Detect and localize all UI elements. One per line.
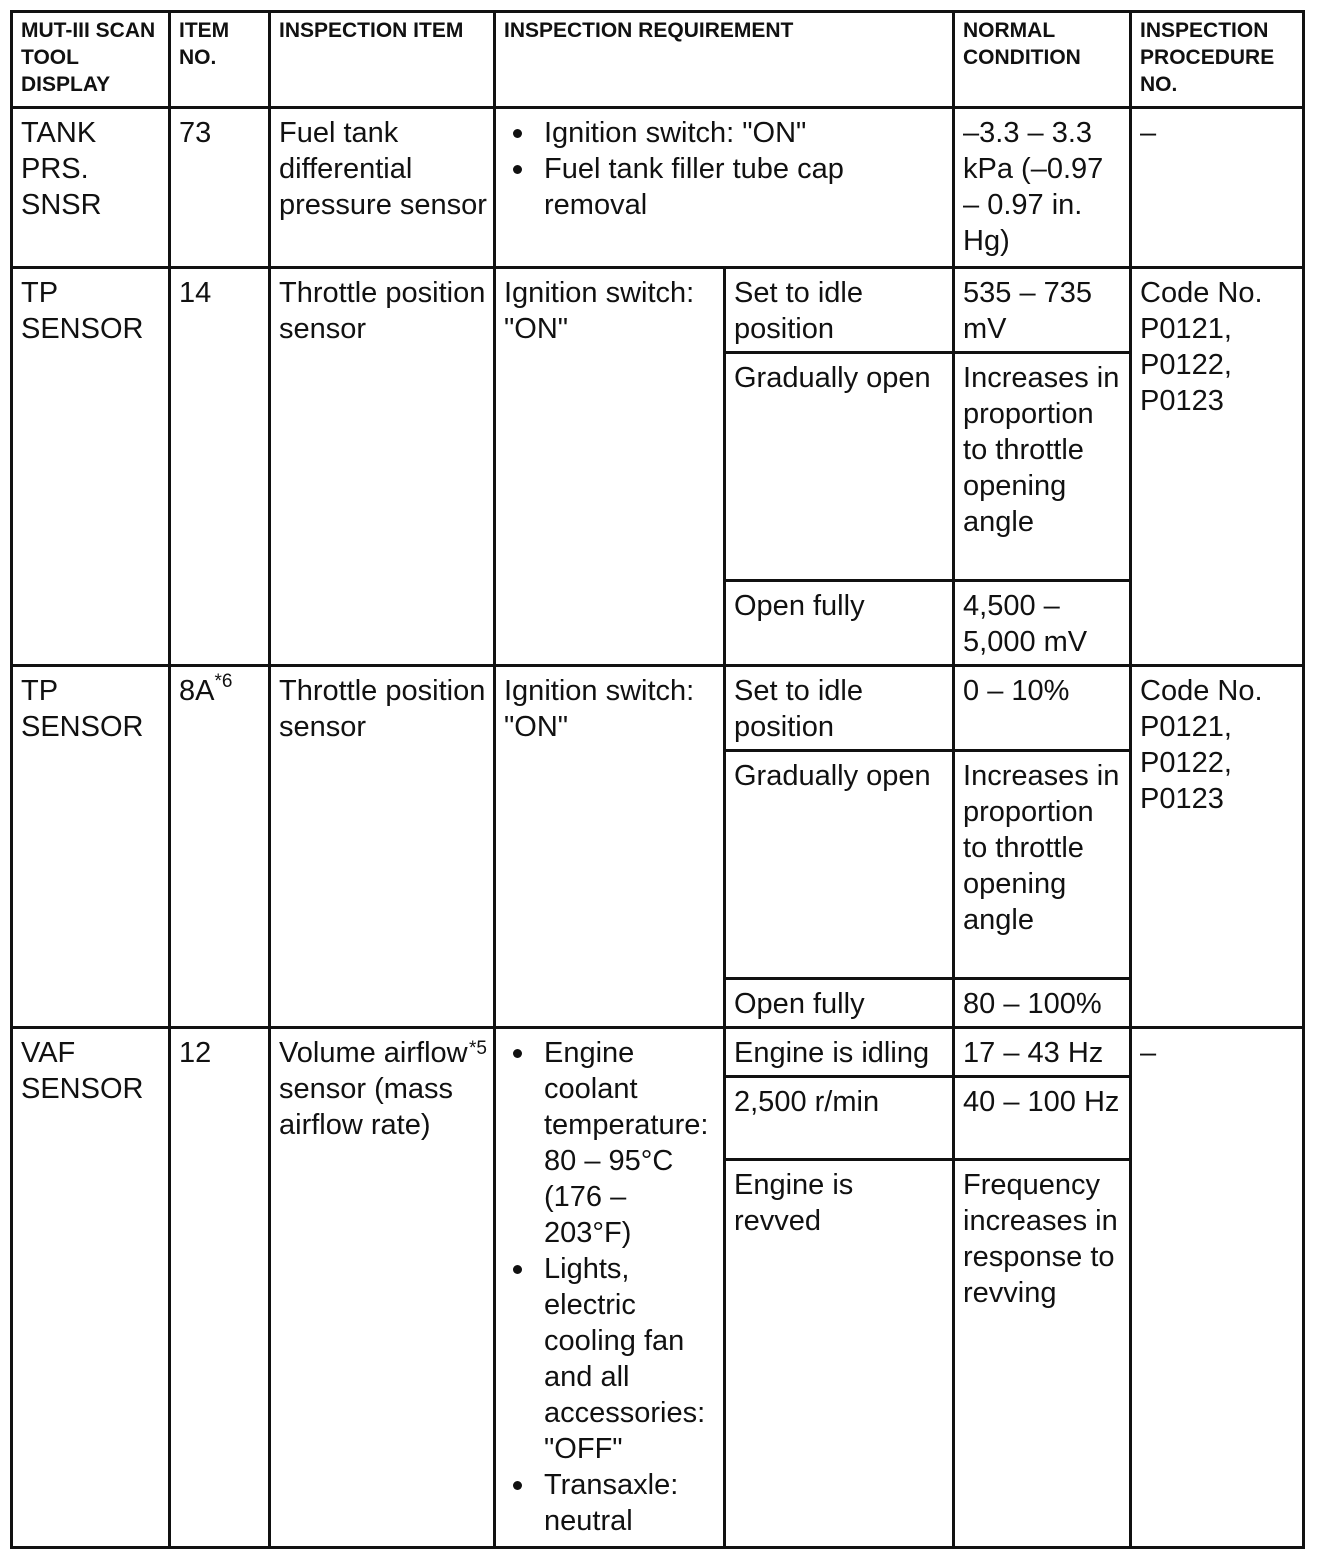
cell-requirement (495, 108, 954, 268)
cell-inspection-item (270, 1028, 495, 1548)
cell-condition: 2,500 r/min (725, 1077, 954, 1160)
cell-condition: Gradually open (725, 751, 954, 979)
cell-display: VAF SENSOR (12, 1028, 170, 1548)
table-row-tp-sensor-8a (12, 666, 1304, 751)
list-item: Engine coolant temperature: 80 – 95°C (176 – 203°F) (504, 1035, 717, 1251)
cell-normal-condition: 0 – 10% (954, 666, 1131, 751)
header-inspection-requirement: INSPECTION REQUIREMENT (495, 12, 954, 108)
cell-normal-condition: 4,500 – 5,000 mV (954, 581, 1131, 666)
inspection-item-text: Volume airflow sensor (mass airflow rate) (279, 1037, 468, 1141)
cell-normal-condition: Increases in proportion to throttle opening angle (954, 751, 1131, 979)
list-item: Fuel tank filler tube cap removal (504, 151, 946, 223)
cell-inspection-item: Fuel tank differential pressure sensor (270, 108, 495, 268)
cell-item-no: 12 (170, 1028, 270, 1548)
requirement-list (504, 115, 946, 223)
cell-display: TANK PRS. SNSR (12, 108, 170, 268)
list-item: Lights, electric cooling fan and all accessories: "OFF" (504, 1251, 717, 1467)
cell-display: TP SENSOR (12, 268, 170, 666)
header-normal-condition: NORMAL CONDITION (954, 12, 1131, 108)
cell-condition: Open fully (725, 581, 954, 666)
requirement-list (504, 1035, 717, 1539)
cell-normal-condition: Increases in proportion to throttle opening angle (954, 353, 1131, 581)
cell-item-no: 73 (170, 108, 270, 268)
cell-inspection-item: Throttle position sensor (270, 666, 495, 1028)
table-row-vaf-sensor (12, 1028, 1304, 1077)
item-no-text: 8A (179, 675, 215, 707)
table-row-tank-prs-snsr (12, 108, 1304, 268)
cell-condition: Engine is revved (725, 1160, 954, 1548)
list-item: Ignition switch: "ON" (504, 115, 946, 151)
inspection-table (10, 10, 1305, 1549)
header-inspection-item: INSPECTION ITEM (270, 12, 495, 108)
cell-condition: Set to idle position (725, 268, 954, 353)
header-scan-tool-display: MUT-III SCAN TOOL DISPLAY (12, 12, 170, 108)
cell-procedure-no: Code No. P0121, P0122, P0123 (1131, 268, 1304, 666)
cell-normal-condition: –3.3 – 3.3 kPa (–0.97 – 0.97 in. Hg) (954, 108, 1131, 268)
cell-condition: Open fully (725, 979, 954, 1028)
cell-procedure-no: Code No. P0121, P0122, P0123 (1131, 666, 1304, 1028)
header-procedure-no: INSPECTION PROCEDURE NO. (1131, 12, 1304, 108)
cell-requirement (495, 1028, 725, 1548)
cell-requirement: Ignition switch: "ON" (495, 666, 725, 1028)
cell-inspection-item: Throttle position sensor (270, 268, 495, 666)
header-item-no: ITEM NO. (170, 12, 270, 108)
cell-normal-condition: Frequency increases in response to revving (954, 1160, 1131, 1548)
cell-condition: Engine is idling (725, 1028, 954, 1077)
cell-condition: Set to idle position (725, 666, 954, 751)
cell-item-no: 14 (170, 268, 270, 666)
cell-normal-condition: 80 – 100% (954, 979, 1131, 1028)
cell-normal-condition: 17 – 43 Hz (954, 1028, 1131, 1077)
cell-condition: Gradually open (725, 353, 954, 581)
cell-procedure-no: – (1131, 1028, 1304, 1548)
cell-display: TP SENSOR (12, 666, 170, 1028)
cell-normal-condition: 40 – 100 Hz (954, 1077, 1131, 1160)
cell-procedure-no: – (1131, 108, 1304, 268)
cell-item-no (170, 666, 270, 1028)
header-row (12, 12, 1304, 108)
footnote-ref: *5 (469, 1038, 487, 1059)
cell-normal-condition: 535 – 735 mV (954, 268, 1131, 353)
table-row-tp-sensor-14 (12, 268, 1304, 353)
footnote-ref: *6 (214, 671, 233, 693)
list-item: Transaxle: neutral (504, 1467, 717, 1539)
cell-requirement: Ignition switch: "ON" (495, 268, 725, 666)
